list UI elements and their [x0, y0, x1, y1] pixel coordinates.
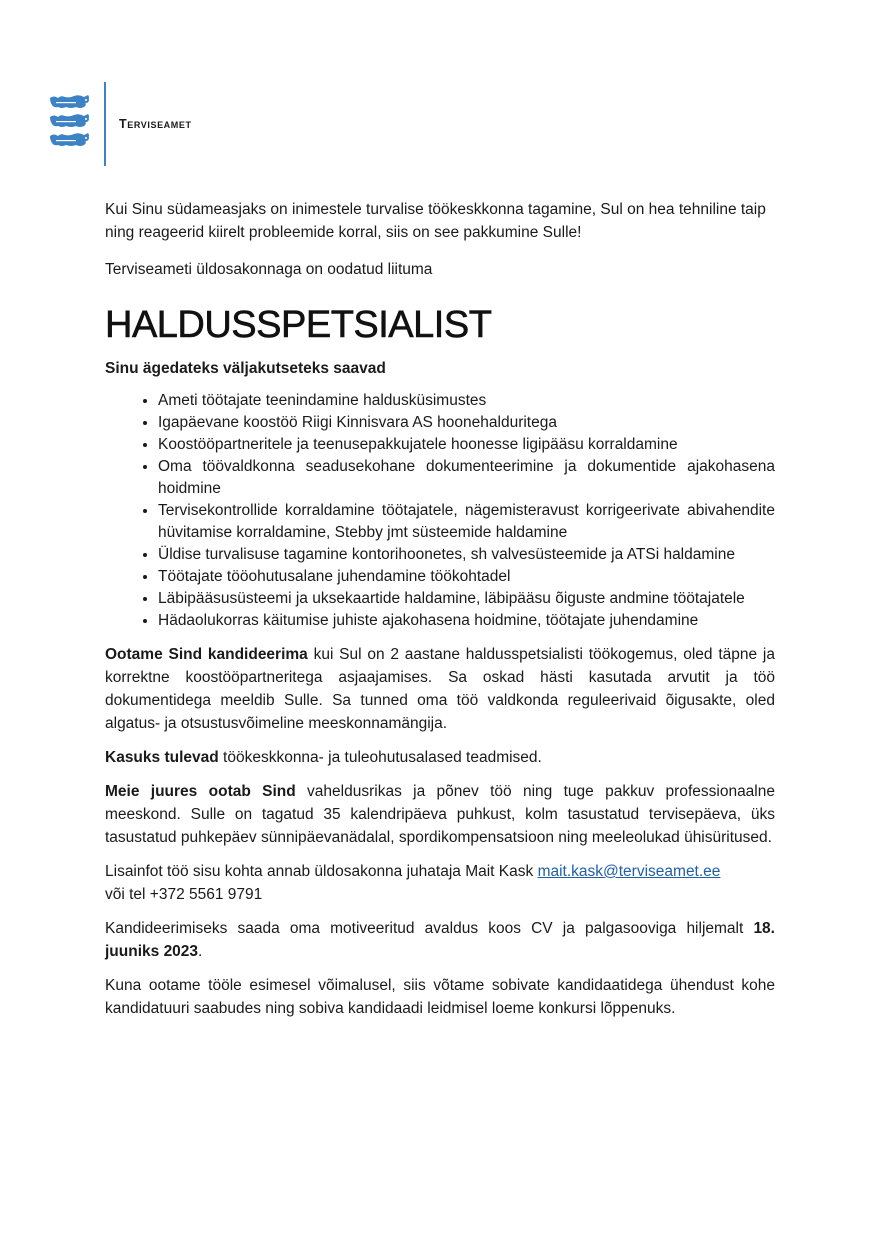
- contact-text: Lisainfot töö sisu kohta annab üldosakonna juhataja Mait Kask: [105, 863, 538, 880]
- advantages-lead: Kasuks tulevad: [105, 749, 219, 766]
- contact-paragraph: [105, 860, 775, 906]
- org-name: Terviseamet: [119, 117, 192, 131]
- logo-divider: [104, 82, 106, 166]
- advantages-text: töökeskkonna- ja tuleohutusalased teadmised.: [218, 749, 542, 766]
- apply-paragraph: [105, 917, 775, 963]
- intro-paragraph: Kui Sinu südameasjaks on inimestele turvalise töökeskkonna tagamine, Sul on hea tehniline taip ning reageerid kiirelt probleemide korral, siis on see pakkumine Sulle!: [105, 201, 766, 241]
- contact-phone: või tel +372 5561 9791: [105, 886, 263, 903]
- list-item: • Läbipääsusüsteemi ja uksekaartide haldamine, läbipääsu õiguste andmine töötajatele: [158, 588, 775, 610]
- apply-text: Kandideerimiseks saada oma motiveeritud avaldus koos CV ja palgasooviga hiljemalt: [105, 920, 754, 937]
- list-item: • Töötajate tööohutusalane juhendamine töökohtadel: [158, 566, 775, 588]
- list-item: • Ameti töötajate teenindamine haldusküsimustes: [158, 390, 775, 412]
- challenges-list: [105, 390, 775, 632]
- list-item: • Hädaolukorras käitumise juhiste ajakohasena hoidmine, töötajate juhendamine: [158, 610, 775, 632]
- list-item: • Igapäevane koostöö Riigi Kinnisvara AS hoonehalduritega: [158, 412, 775, 434]
- coat-of-arms-icon: [48, 94, 92, 154]
- offer-lead: Meie juures ootab Sind: [105, 783, 296, 800]
- lead-paragraph: Terviseameti üldosakonnaga on oodatud liituma: [105, 261, 433, 278]
- apply-end: .: [198, 943, 203, 960]
- closing-paragraph: Kuna ootame tööle esimesel võimalusel, siis võtame sobivate kandidaatidega ühendust kohe kandidatuuri saabudes ning sobiva kandidaadi leidmisel loeme konkursi lõppenuks.: [105, 977, 775, 1017]
- contact-email-link[interactable]: mait.kask@terviseamet.ee: [537, 863, 721, 880]
- list-item: • Koostööpartneritele ja teenusepakkujatele hoonesse ligipääsu korraldamine: [158, 434, 775, 456]
- list-item: • Üldise turvalisuse tagamine kontorihoonetes, sh valvesüsteemide ja ATSi haldamine: [158, 544, 775, 566]
- advantages-paragraph: [105, 746, 775, 769]
- requirements-paragraph: [105, 643, 775, 735]
- header-logo: [48, 82, 192, 166]
- offer-paragraph: [105, 780, 775, 849]
- requirements-text: kui Sul on 2 aastane haldusspetsialisti töökogemus, oled täpne ja korrektne koostööpartneritega asjaajamises. Sa oskad hästi kasutada arvutit ja töö dokumentidega meeldib Sulle. Sa tunned oma töö valdkonda reguleerivaid õigusakte, oled algatus- ja otsustusvõimeline meeskonnamängija.: [105, 646, 775, 732]
- list-item: • Tervisekontrollide korraldamine töötajatele, nägemisteravust korrigeerivate abivahendite hüvitamise korraldamine, Stebby jmt süsteemide haldamine: [158, 500, 775, 544]
- job-posting: [105, 198, 775, 1031]
- offer-text: vaheldusrikas ja põnev töö ning tuge pakkuv professionaalne meeskond. Sulle on tagatud 35 kalendripäeva puhkust, kolm tasustatud tervisepäeva, üks tasustatud puhkepäev sünnipäevanädalal, spordikompensatsioon ning meeleolukad ühisüritused.: [105, 783, 775, 846]
- job-title: HALDUSSPETSIALIST: [105, 304, 492, 346]
- list-item: • Oma töövaldkonna seadusekohane dokumenteerimine ja dokumentide ajakohasena hoidmine: [158, 456, 775, 500]
- apply-deadline: 18. juuniks 2023: [105, 920, 775, 960]
- requirements-lead: Ootame Sind kandideerima: [105, 646, 308, 663]
- challenges-heading: Sinu ägedateks väljakutseteks saavad: [105, 360, 386, 377]
